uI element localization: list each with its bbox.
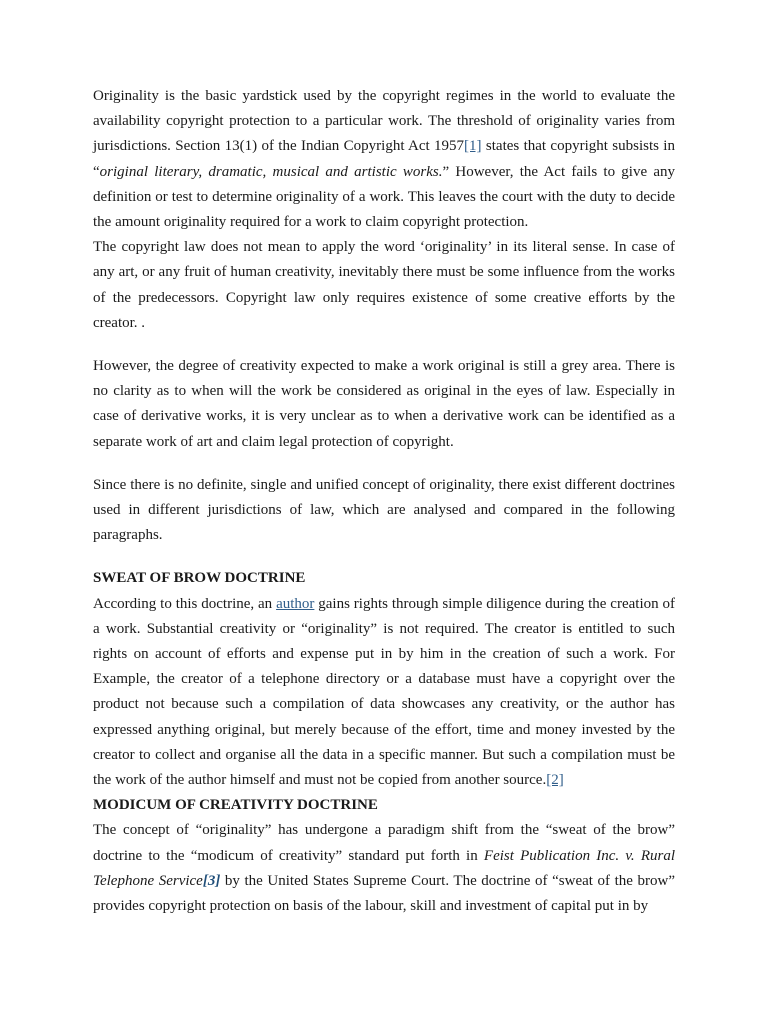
paragraph-doctrines: Since there is no definite, single and unified concept of originality, there exist different doctrines used in different jurisdictions of law, which are analysed and compared in the following paragraphs. bbox=[93, 476, 675, 544]
author-link[interactable]: author bbox=[276, 595, 315, 612]
heading-sweat-of-brow: SWEAT OF BROW DOCTRINE bbox=[93, 570, 306, 587]
heading-modicum-of-creativity: MODICUM OF CREATIVITY DOCTRINE bbox=[93, 797, 378, 814]
footnote-link-3[interactable]: [3] bbox=[202, 872, 221, 889]
paragraph-intro bbox=[93, 84, 675, 235]
paragraph-sweat-of-brow bbox=[93, 592, 675, 794]
modicum-text: The concept of “originality” has undergone a paradigm shift from the “sweat of the brow” doctrine to the “modicum of creativity” standard put forth in bbox=[93, 822, 675, 864]
paragraph-grey-area: However, the degree of creativity expected to make a work original is still a grey area. There is no clarity as to when will the work be considered as original in the eyes of law. Especially in case of derivative works, it is very unclear as to when a derivative work can be identified as a separate work of art and claim legal protection of copyright. bbox=[93, 358, 675, 450]
intro-text-end: ” However, the Act fails to give any definition or test to determine originality of a work. This leaves the court with the duty to decide the amount originality required for a work to claim copyright protection. bbox=[93, 163, 676, 231]
quoted-italic-text: original literary, dramatic, musical and artistic works. bbox=[99, 163, 443, 180]
intro-text-cont: states that copyright subsists in “ bbox=[93, 138, 675, 180]
intro-text: Originality is the basic yardstick used by the copyright regimes in the world to evaluate the availability copyright protection to a particular work. The threshold of originality varies from jurisdictions. Section 13(1) of the Indian Copyright Act 1957 bbox=[93, 88, 675, 155]
footnote-link-2[interactable]: [2] bbox=[546, 772, 564, 789]
sweat-text: According to this doctrine, an bbox=[93, 595, 277, 612]
paragraph-modicum bbox=[93, 818, 675, 919]
modicum-text-cont: by the United States Supreme Court. The doctrine of “sweat of the brow” provides copyright protection on basis of the labour, skill and investment of capital put in by bbox=[93, 872, 675, 915]
footnote-link-1[interactable]: [1] bbox=[464, 138, 482, 155]
case-name: Feist Publication Inc. v. Rural Telephone Service bbox=[93, 847, 675, 889]
paragraph-literal-sense: The copyright law does not mean to apply the word ‘originality’ in its literal sense. In case of any art, or any fruit of human creativity, inevitably there must be some influence from the works of the predecessors. Copyright law only requires existence of some creative efforts by the creator. . bbox=[93, 239, 675, 331]
sweat-text-cont: gains rights through simple diligence during the creation of a work. Substantial creativity or “originality” is not required. The creator is entitled to such rights on account of efforts and expense put in by him in the creation of such a work. For Example, the creator of a telephone directory or a database must have a copyright over the product not because such a compilation of data showcases any creativity, or the author has expressed anything original, but merely because of the effort, time and money invested by the creator to collect and organise all the data in a specific manner. But such a compilation must be the work of the author himself and must not be copied from another source. bbox=[93, 595, 675, 789]
